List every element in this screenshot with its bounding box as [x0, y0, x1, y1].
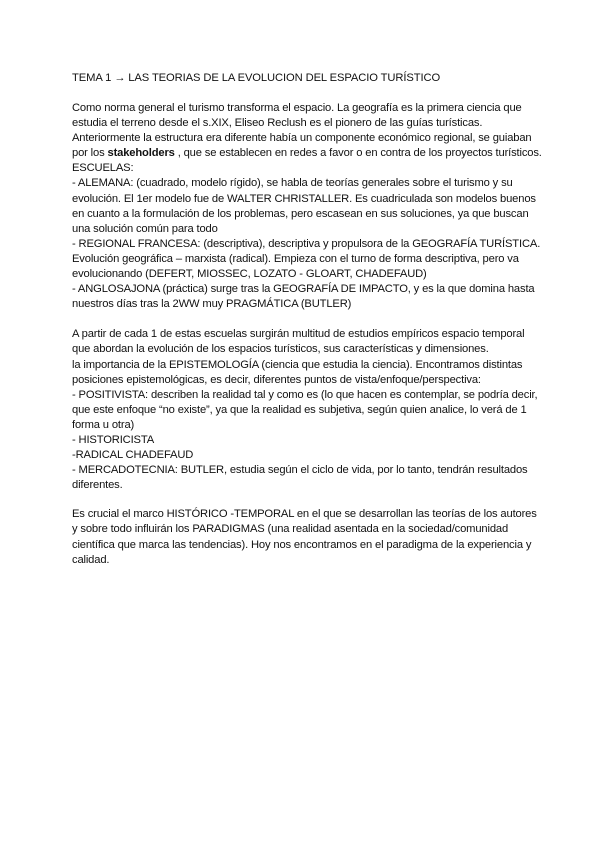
document-title: TEMA 1 → LAS TEORIAS DE LA EVOLUCION DEL ESPACIO TURÍSTICO — [72, 72, 441, 84]
item-mercadotecnia: - MERCADOTECNIA: BUTLER, estudia según el ciclo de vida, por lo tanto, tendrán resultados diferentes. — [72, 464, 528, 492]
intro-text-end: , que se establecen en redes a favor o en contra de los proyectos turísticos. — [174, 147, 542, 160]
intro-paragraph — [72, 101, 542, 161]
school-anglosajona: - ANGLOSAJONA (práctica) surge tras la GEOGRAFÍA DE IMPACTO, y es la que domina hasta nuestros días tras la 2WW muy PRAGMÁTICA (BUTLER) — [72, 283, 535, 311]
item-positivista: - POSITIVISTA: describen la realidad tal y como es (lo que hacen es contemplar, se podría decir, que este enfoque “no existe”, ya que la realidad es subjetiva, según quien analice, lo verá de 1 forma u otra) — [72, 388, 538, 431]
studies-paragraph: A partir de cada 1 de estas escuelas surgirán multitud de estudios empíricos espacio temporal que abordan la evolución de los espacios turísticos, sus características y dimensiones. — [72, 328, 525, 356]
item-historicista: - HISTORICISTA — [72, 433, 155, 446]
stakeholders-term: stakeholders — [107, 147, 175, 160]
schools-heading: ESCUELAS: — [72, 162, 134, 175]
paragraph-gap — [72, 312, 542, 327]
document-body — [72, 101, 542, 568]
intro-text: Como norma general el turismo transforma el espacio. La geografía es la primera ciencia que estudia el terreno desde el s.XIX, Eliseo Reclush es el pionero de las guías turísticas. Anteriormente la estructura era diferente había un componente económico regional, se guiaban por los — [72, 102, 532, 160]
school-francesa: - REGIONAL FRANCESA: (descriptiva), descriptiva y propulsora de la GEOGRAFÍA TURÍSTICA. Evolución geográfica – marxista (radical). Empieza con el turno de forma descriptiva, pero va evolucionando (DEFERT, MIOSSEC, LOZATO - GLOART, CHADEFAUD) — [72, 237, 541, 281]
epistemology-paragraph: la importancia de la EPISTEMOLOGÍA (ciencia que estudia la ciencia). Encontramos distintas posiciones epistemológicas, es decir, diferentes puntos de vista/enfoque/perspectiva: — [72, 358, 523, 386]
item-radical: -RADICAL CHADEFAUD — [72, 449, 194, 462]
school-alemana: - ALEMANA: (cuadrado, modelo rígido), se habla de teorías generales sobre el turismo y su evolución. El 1er modelo fue de WALTER CHRISTALLER. Es cuadriculada son modelos buenos en cuanto a la formulación de los problemas, pero escasean en sus soluciones, ya que buscan una solución común para todo — [72, 177, 536, 235]
paradigm-paragraph: Es crucial el marco HISTÓRICO -TEMPORAL en el que se desarrollan las teorías de los autores y sobre todo influirán los PARADIGMAS (una realidad asentada en la sociedad/comunidad científica que marca las tendencias). Hoy nos encontramos en el paradigma de la experiencia y calidad. — [72, 508, 537, 566]
paragraph-gap — [72, 493, 542, 507]
